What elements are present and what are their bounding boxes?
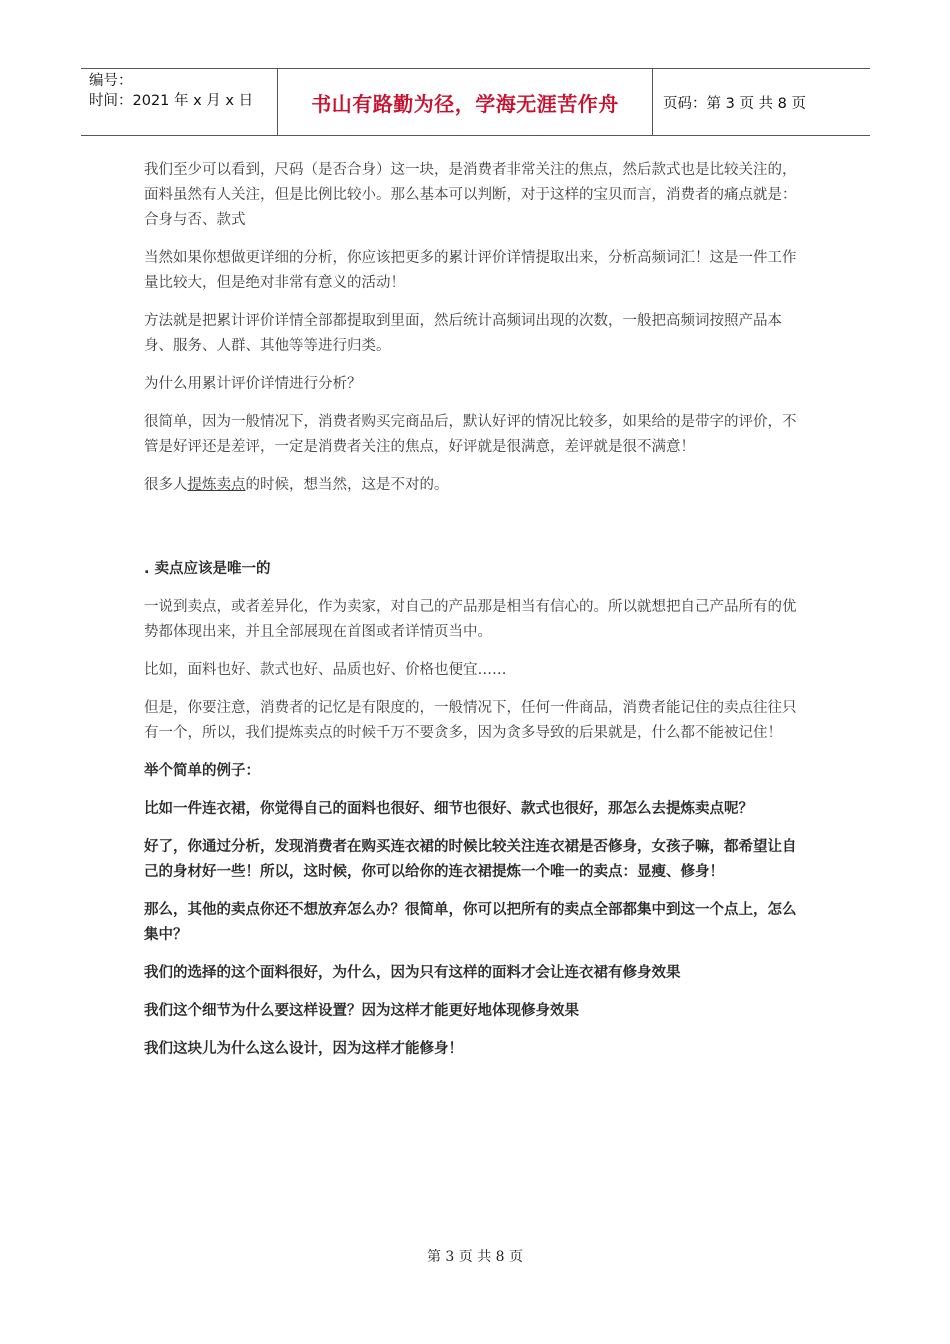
paragraph-with-link bbox=[144, 473, 810, 498]
paragraph: 比如，面料也好、款式也好、品质也好、价格也便宜…… bbox=[144, 662, 507, 678]
text-fragment: 的时候，想当然，这是不对的。 bbox=[245, 477, 449, 493]
document-body bbox=[144, 158, 810, 1075]
bold-paragraph: 举个简单的例子： bbox=[144, 763, 260, 779]
document-number-label: 编号： bbox=[89, 73, 133, 89]
bold-paragraph: 我们的选择的这个面料很好，为什么，因为只有这样的面料才会让连衣裙有修身效果 bbox=[144, 965, 681, 981]
page-header bbox=[81, 68, 870, 136]
text-fragment: 很多人 bbox=[144, 477, 188, 493]
selling-point-link[interactable]: 提炼卖点 bbox=[187, 477, 246, 493]
bold-paragraph: 比如一件连衣裙，你觉得自己的面料也很好、细节也很好、款式也很好，那怎么去提炼卖点呢？ bbox=[144, 801, 753, 817]
paragraph: 我们至少可以看到，尺码（是否合身）这一块，是消费者非常关注的焦点，然后款式也是比较关注的，面料虽然有人关注，但是比例比较小。那么基本可以判断，对于这样的宝贝而言，消费者的痛点就是：合身与否、款式 bbox=[144, 162, 797, 228]
paragraph-question: 为什么用累计评价详情进行分析？ bbox=[144, 376, 362, 392]
paragraph: 方法就是把累计评价详情全部都提取到里面，然后统计高频词出现的次数，一般把高频词按照产品本身、服务、人群、其他等等进行归类。 bbox=[144, 313, 782, 354]
section-heading: . 卖点应该是唯一的 bbox=[144, 561, 271, 577]
page-footer: 第 3 页 共 8 页 bbox=[426, 1249, 524, 1265]
document-date: 时间：2021 年 x 月 x 日 bbox=[89, 93, 254, 109]
header-page-number: 页码：第 3 页 共 8 页 bbox=[663, 95, 806, 112]
paragraph: 很简单，因为一般情况下，消费者购买完商品后，默认好评的情况比较多，如果给的是带字的评价，不管是好评还是差评，一定是消费者关注的焦点，好评就是很满意，差评就是很不满意！ bbox=[144, 414, 797, 455]
bold-paragraph: 好了，你通过分析，发现消费者在购买连衣裙的时候比较关注连衣裙是否修身，女孩子嘛，都希望让自己的身材好一些！所以，这时候，你可以给你的连衣裙提炼一个唯一的卖点：显瘦、修身！ bbox=[144, 839, 797, 880]
bold-paragraph: 我们这块儿为什么这么设计，因为这样才能修身！ bbox=[144, 1041, 463, 1057]
header-motto: 书山有路勤为径，学海无涯苦作舟 bbox=[277, 69, 653, 135]
header-meta bbox=[81, 69, 277, 135]
paragraph: 一说到卖点，或者差异化，作为卖家，对自己的产品那是相当有信心的。所以就想把自己产品所有的优势都体现出来，并且全部展现在首图或者详情页当中。 bbox=[144, 599, 797, 640]
bold-paragraph: 我们这个细节为什么要这样设置？因为这样才能更好地体现修身效果 bbox=[144, 1003, 579, 1019]
section-spacer bbox=[144, 511, 810, 557]
bold-paragraph: 那么，其他的卖点你还不想放弃怎么办？很简单，你可以把所有的卖点全部都集中到这一个点上，怎么集中？ bbox=[144, 902, 797, 943]
paragraph: 当然如果你想做更详细的分析，你应该把更多的累计评价详情提取出来，分析高频词汇！这是一件工作量比较大，但是绝对非常有意义的活动！ bbox=[144, 250, 797, 291]
paragraph: 但是，你要注意，消费者的记忆是有限度的，一般情况下，任何一件商品，消费者能记住的卖点往往只有一个，所以，我们提炼卖点的时候千万不要贪多，因为贪多导致的后果就是，什么都不能被记住！ bbox=[144, 700, 797, 741]
